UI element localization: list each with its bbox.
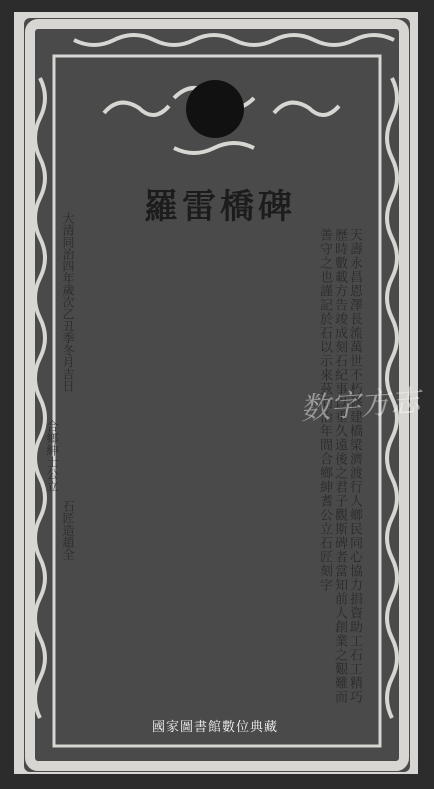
cloud-motif-left-icon <box>104 103 169 115</box>
stele-title: 羅雷橋碑 <box>144 187 296 227</box>
date-inscription: 大清同治四年歲次乙丑季冬月吉日 <box>61 212 75 392</box>
watermark: 数字方志 <box>299 383 422 428</box>
donor-inscription: 合鄉紳士公立 <box>45 420 59 492</box>
cloud-motif-bottom-icon <box>174 143 254 153</box>
vine-top <box>74 35 394 45</box>
cloud-motif-right-icon <box>274 103 339 115</box>
mason-inscription: 石匠造趙全 <box>61 500 75 560</box>
vine-left <box>35 78 45 718</box>
sun-disc-icon <box>186 80 244 138</box>
library-credit: 國家圖書館數位典藏 <box>152 720 279 735</box>
inscription-body: 天壽永昌恩澤長流萬世不朽修建橋梁濟渡行人鄉民同心協力捐資助工石工精巧歷時數載方告竣成刻石紀事以垂久遠後之君子觀斯碑者當知前人創業之艱難而善守之也謹記於石以示來茲同治年間合鄉紳耆公立石匠刻字 <box>317 228 362 704</box>
